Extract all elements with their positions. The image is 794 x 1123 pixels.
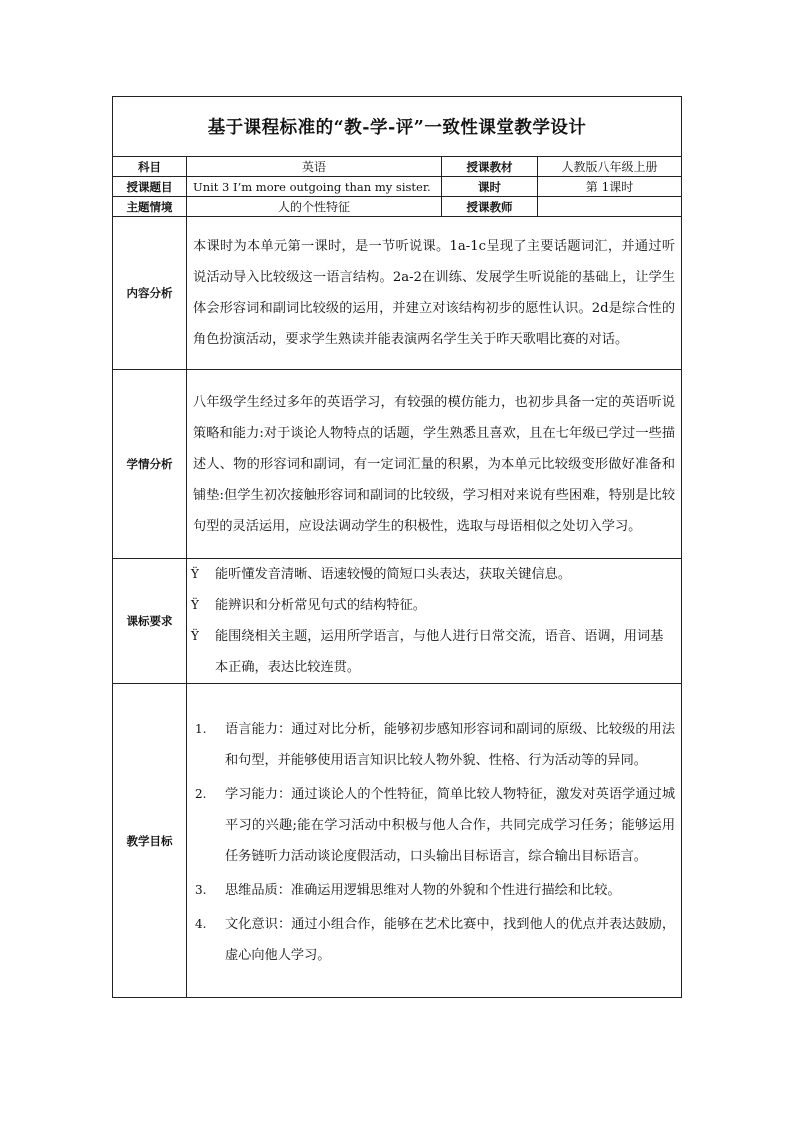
goal-text: 文化意识：通过小组合作，能够在艺术比赛中，找到他人的优点并表达鼓励，虚心向他人学习。 [225,916,676,963]
list-item [187,559,681,590]
learner-analysis-label: 学情分析 [113,370,187,559]
list-item [187,590,681,621]
goal-number: 4. [195,916,207,931]
textbook-value: 人教版八年级上册 [538,157,682,177]
standard-text: 能听懂发音清晰、语速较慢的简短口头表达，获取关键信息。 [215,567,572,582]
subject-label: 科目 [113,157,187,177]
topic-value: Unit 3 I’m more outgoing than my sister. [187,177,442,197]
standards-list [187,559,682,684]
topic-label: 授课题目 [113,177,187,197]
lesson-design-table [112,96,682,998]
theme-value: 人的个性特征 [187,197,442,217]
goal-number: 1. [195,721,207,736]
period-label: 课时 [442,177,538,197]
standards-label: 课标要求 [113,559,187,684]
goal-number: 2. [195,786,207,801]
theme-label: 主题情境 [113,197,187,217]
teacher-value [538,197,682,217]
goal-text: 语言能力：通过对比分析，能够初步感知形容词和副词的原级、比较级的用法和句型，并能够使用语言知识比较人物外貌、性格、行为活动等的异同。 [225,721,676,768]
goals-label: 教学目标 [113,684,187,998]
teacher-label: 授课教师 [442,197,538,217]
bullet-icon: Ÿ [191,629,199,643]
content-analysis-text: 本课时为本单元第一课时，是一节听说课。1a-1c呈现了主要话题词汇，并通过听说活动导入比较级这一语言结构。2a-2在训练、发展学生听说能的基础上，让学生体会形容词和副词比较级的运用，并建立对该结构初步的愿性认识。2d是综合性的角色扮演活动，要求学生熟读并能表演两名学生关于昨天歌唱比赛的对话。 [187,217,682,370]
bullet-icon: Ÿ [191,567,199,581]
list-item [187,711,681,776]
bullet-icon: Ÿ [191,598,199,612]
textbook-label: 授课教材 [442,157,538,177]
standard-text: 能辨识和分析常见句式的结构特征。 [215,598,426,613]
list-item [187,621,681,683]
standard-text: 能围绕相关主题，运用所学语言，与他人进行日常交流，语音、语调，用词基本正确，表达比较连贯。 [215,629,664,675]
learner-analysis-text: 八年级学生经过多年的英语学习，有较强的模仿能力，也初步具备一定的英语听说策略和能力:对于谈论人物特点的话题，学生熟悉且喜欢，且在七年级已学过一些描述人、物的形容词和副词，有一定词汇量的积累，为本单元比较级变形做好准备和铺垫:但学生初次接触形容词和副词的比较级，学习相对来说有些困难，特别是比较句型的灵活运用，应设法调动学生的积极性，选取与母语相似之处切入学习。 [187,370,682,559]
document-title: 基于课程标准的“教-学-评”一致性课堂教学设计 [113,97,682,157]
goal-text: 思维品质：准确运用逻辑思维对人物的外貌和个性进行描绘和比较。 [225,882,621,898]
list-item [187,776,681,872]
content-analysis-label: 内容分析 [113,217,187,370]
list-item [187,872,681,906]
goal-text: 学习能力：通过谈论人的个性特征，简单比较人物特征，激发对英语学通过城平习的兴趣;能在学习活动中积极与他人合作，共同完成学习任务；能够运用任务链听力活动谈论度假活动，口头输出目标语言，综合输出目标语言。 [225,786,676,864]
goals-list [187,684,682,998]
subject-value: 英语 [187,157,442,177]
list-item [187,906,681,971]
goal-number: 3. [195,882,207,897]
period-value: 第 1课时 [538,177,682,197]
